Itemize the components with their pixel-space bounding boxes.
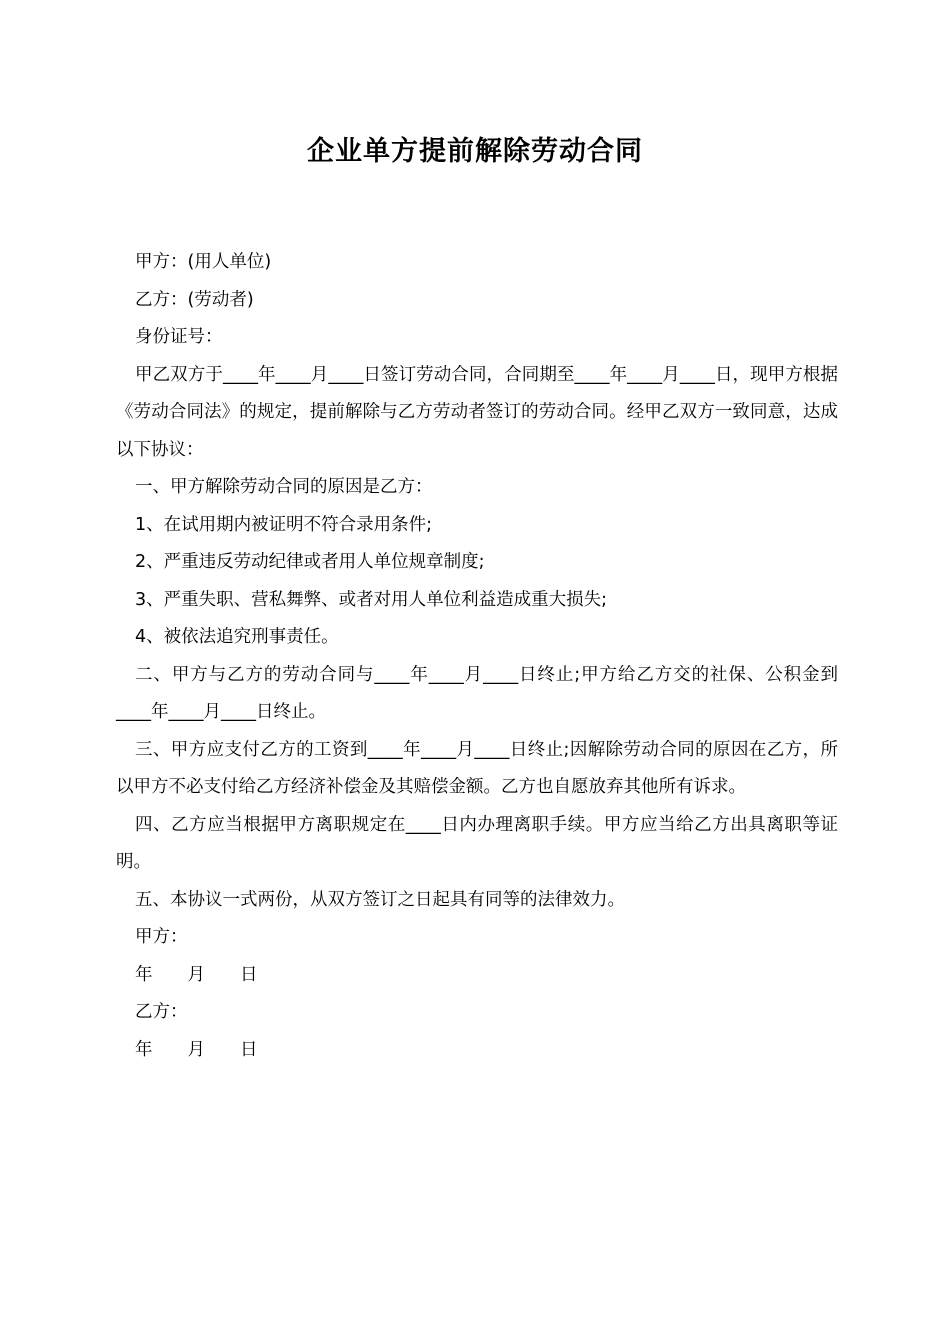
clause-5-paragraph: 五、本协议一式两份，从双方签订之日起具有同等的法律效力。 (135, 889, 625, 910)
clause-3-paragraph: 三、甲方应支付乙方的工资到____年____月____日终止;因解除劳动合同的原因在乙方，所以甲方不必支付给乙方经济补偿金及其赔偿金额。乙方也自愿放弃其他所有诉求。 (116, 739, 838, 797)
signature-party-a: 甲方： (135, 927, 188, 947)
document-body (116, 244, 838, 1069)
clause-1-item: 4、被依法追究刑事责任。 (135, 627, 339, 647)
signature-party-b: 乙方： (135, 1002, 188, 1022)
date-party-b: 年 月 日 (135, 1039, 258, 1060)
party-b-line: 乙方：(劳动者) (135, 289, 254, 310)
document-title: 企业单方提前解除劳动合同 (307, 136, 643, 167)
clause-1-item: 3、严重失职、营私舞弊、或者对用人单位利益造成重大损失; (135, 589, 608, 610)
clause-1-item: 1、在试用期内被证明不符合录用条件; (135, 514, 433, 535)
clause-1-heading: 一、甲方解除劳动合同的原因是乙方： (135, 477, 433, 497)
id-number-line: 身份证号： (135, 327, 223, 347)
clause-1-item: 2、严重违反劳动纪律或者用人单位规章制度; (135, 552, 485, 572)
clause-2-paragraph: 二、甲方与乙方的劳动合同与____年____月____日终止;甲方给乙方交的社保、公积金到____年____月____日终止。 (116, 664, 838, 722)
intro-paragraph: 甲乙双方于____年____月____日签订劳动合同，合同期至____年____月____日，现甲方根据《劳动合同法》的规定，提前解除与乙方劳动者签订的劳动合同。经甲乙双方一致同意，达成以下协议： (116, 364, 838, 460)
clause-4-paragraph: 四、乙方应当根据甲方离职规定在____日内办理离职手续。甲方应当给乙方出具离职等证明。 (116, 814, 838, 872)
date-party-a: 年 月 日 (135, 964, 258, 985)
party-a-line: 甲方：(用人单位) (135, 252, 272, 272)
